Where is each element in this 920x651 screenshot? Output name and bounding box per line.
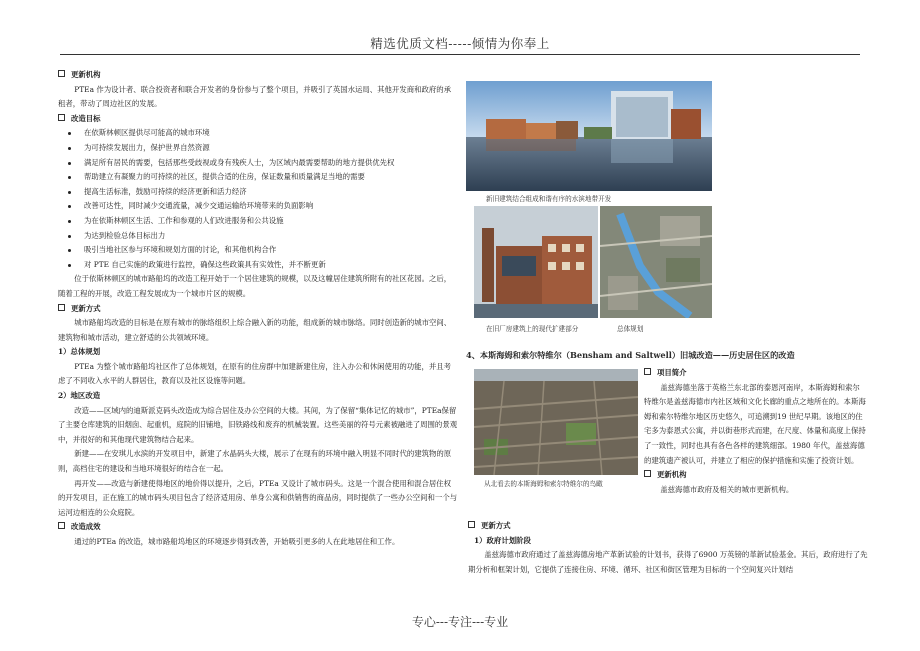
list-item <box>58 258 458 273</box>
bullet-icon <box>68 132 71 135</box>
list-item <box>58 243 458 258</box>
bullet-icon <box>68 220 71 223</box>
agency-paragraph: PTEa 作为设计者、联合投资者和联合开发者的身份参与了整个项目，并吸引了英国水运局、其他开发商和政府的承租者，带动了周边社区的发展。 <box>58 84 452 109</box>
goal-text: 改善可达性，同时减少交通流量，减少交通运输给环境带来的负面影响 <box>84 201 314 211</box>
list-item <box>58 126 458 141</box>
method-2-block <box>468 519 868 577</box>
factory-photo <box>474 206 598 318</box>
bullet-icon <box>68 235 71 238</box>
redevelopment-paragraph: 再开发——改造与新建使得地区的地价得以提升，之后，PTEa 又设计了城市码头。这是一个混合使用和混合居住权的开发项目，正在施工的城市码头项目包含了经济适用房、单身公寓和供销售的商品房，同时提供了一些办公空间和一个与运河边相连的公众庭院。 <box>58 478 458 517</box>
new-build-paragraph: 新建——在安琪儿水滨的开发项目中，新建了水晶码头大楼，展示了在现有的环境中融入明显不同时代的建筑物的原则，高档住宅的建设和当地环境很好的结合在一起。 <box>58 449 452 474</box>
section-title: 更新机构 <box>71 70 101 79</box>
left-column <box>58 68 458 550</box>
section-title: 改造成效 <box>71 522 101 532</box>
subsection-government-plan: 1）政府计划阶段 <box>474 535 531 545</box>
results-paragraph: 通过的PTEa 的改造，城市路船坞地区的环境逐步得到改善，开始吸引更多的人在此地居住和工作。 <box>74 537 400 546</box>
factory-photo-art <box>474 206 598 318</box>
goal-text: 提高生活标准，鼓励可持续的经济更新和活力经济 <box>84 186 247 196</box>
checkbox-square-icon <box>58 304 65 311</box>
section-title: 更新方式 <box>481 521 511 530</box>
goal-text: 满足所有居民的需要，包括那些受歧视或身有残疾人士，为区域内最需要帮助的地方提供优先权 <box>84 157 395 167</box>
page-footer: 专心---专注---专业 <box>411 615 509 629</box>
checkbox-square-icon <box>58 70 65 77</box>
project-intro-block <box>644 366 866 497</box>
section-results <box>58 520 458 535</box>
list-item <box>58 156 458 171</box>
checkbox-square-icon <box>468 521 475 528</box>
bensham-aerial-photo <box>474 369 638 475</box>
government-plan-paragraph: 盖兹海德市政府通过了盖兹海德房地产革新试验的计划书，获得了6900 万英镑的革新试验基金。其后，政府进行了先期分析和框架计划，它提供了连接住房、环境、循环、社区和街区管理为目标的一个空间复兴计划结 <box>468 550 868 574</box>
page-header: 精选优质文档-----倾情为你奉上 <box>370 36 550 51</box>
goal-text: 帮助建立有凝聚力的可持续的社区，提供合适的住房，保证数量和质量满足当地的需要 <box>84 172 365 182</box>
goal-text: 在依斯林顿区提供尽可能高的城市环境 <box>84 128 210 138</box>
list-item <box>58 170 458 185</box>
waterfront-caption: 新旧建筑结合组成和谐有序的水滨地带开发 <box>486 195 612 203</box>
master-plan-aerial-art <box>600 206 712 318</box>
section-title: 更新机构 <box>657 470 687 480</box>
bullet-icon <box>68 264 71 267</box>
list-item <box>58 141 458 156</box>
list-item <box>58 229 458 244</box>
bullet-icon <box>68 249 71 252</box>
list-item <box>58 214 458 229</box>
case-heading: 4、本斯海姆和索尔特维尔（Bensham and Saltwell）旧城改造——历史居住区的改造 <box>466 350 795 360</box>
section-title: 改造目标 <box>71 113 101 123</box>
bullet-icon <box>68 191 71 194</box>
section-title: 项目简介 <box>657 368 687 377</box>
section-method <box>58 302 458 317</box>
section-update-agency <box>58 68 458 83</box>
list-item <box>58 199 458 214</box>
renewal-paragraph: 改造——区域内的迪斯派克码头改造成为综合居住及办公空间的大楼。其间，为了保留“集体记忆的城市”，PTEa保留了主要仓库建筑的旧烟囱、起重机，庭院的旧铺地，旧铁路线和废弃的机械装置。这些美丽的符号元素被融进了周围的景观中，并很好的和其他现代建筑物结合起来。 <box>58 405 458 444</box>
section-title: 更新方式 <box>71 303 101 313</box>
bullet-icon <box>68 147 71 150</box>
section-method-2 <box>468 519 868 534</box>
section-project-intro <box>644 366 866 381</box>
method-paragraph: 城市路船坞改造的目标是在原有城市的脉络组织上综合融入新的功能，组成新的城市脉络。同时创造新的城市空间、建筑物和城市活动，建立舒适的公共领域环境。 <box>58 318 452 342</box>
section-goals <box>58 112 458 127</box>
master-plan-aerial <box>600 206 712 318</box>
project-intro-paragraph: 盖兹海德坐落于英格兰东北部的泰恩河南岸，本斯海姆和索尔特维尔是盖兹海德市内社区域和文化长廊的重点之地所在的。本斯海姆和索尔特维尔地区历史悠久，可追溯到19 世纪早期。该地区的住宅多为泰恩式公寓，并以街巷形式而建，在尺度、体量和高度上保持了一致性，同时也具有各色各样的建筑细部。1980 年代，盖兹海德的建筑遗产被认可，并建立了相应的保护措施和实施了投资计划。 <box>644 382 866 465</box>
bensham-caption: 从北看去的本斯海姆和索尔特维尔的鸟瞰 <box>484 480 603 488</box>
bensham-aerial-art <box>474 369 638 475</box>
goals-paragraph: 位于依斯林顿区的城市路船坞的改造工程开始于一个居住建筑的规模，以及这幢居住建筑所附有的社区花园。之后，随着工程的开展，改造工程发展成为一个城市片区的规模。 <box>58 274 452 298</box>
factory-caption: 在旧厂房建筑上的现代扩建部分 <box>486 325 579 333</box>
checkbox-square-icon <box>58 522 65 529</box>
goal-text: 为可持续发展出力，保护世界自然资源 <box>84 142 210 152</box>
bullet-icon <box>68 162 71 165</box>
subsection-district-renewal: 2）地区改造 <box>58 391 101 401</box>
section-update-agency-2 <box>644 468 866 483</box>
goal-text: 为在依斯林顿区生活、工作和参观的人们改进服务和公共设施 <box>84 215 284 225</box>
plan-caption: 总体规划 <box>617 325 644 333</box>
waterfront-photo <box>466 81 712 191</box>
checkbox-square-icon <box>644 470 651 477</box>
header-rule <box>60 54 860 55</box>
checkbox-square-icon <box>58 114 65 121</box>
goal-text: 对 PTE 自己实施的政策进行监控，确保这些政策具有实效性，并不断更新 <box>84 259 326 269</box>
list-item <box>58 185 458 200</box>
goal-text: 吸引当地社区参与环境和规划方面的讨论，和其他机构合作 <box>84 245 277 255</box>
goals-list <box>58 126 458 272</box>
checkbox-square-icon <box>644 368 651 375</box>
bullet-icon <box>68 205 71 208</box>
goal-text: 为达到检验总体目标出力 <box>84 230 166 240</box>
waterfront-photo-art <box>466 81 712 191</box>
bullet-icon <box>68 176 71 179</box>
agency-2-paragraph: 盖兹海德市政府及相关的城市更新机构。 <box>660 484 794 494</box>
master-plan-paragraph: PTEa 为整个城市路船坞社区作了总体规划，在原有的住房群中加建新建住房，注入办公和休闲使用的功能，并且考虑了不同收入水平的人群居住，教育以及社区设施等问题。 <box>58 361 452 386</box>
subsection-master-plan: 1）总体规划 <box>58 347 101 357</box>
